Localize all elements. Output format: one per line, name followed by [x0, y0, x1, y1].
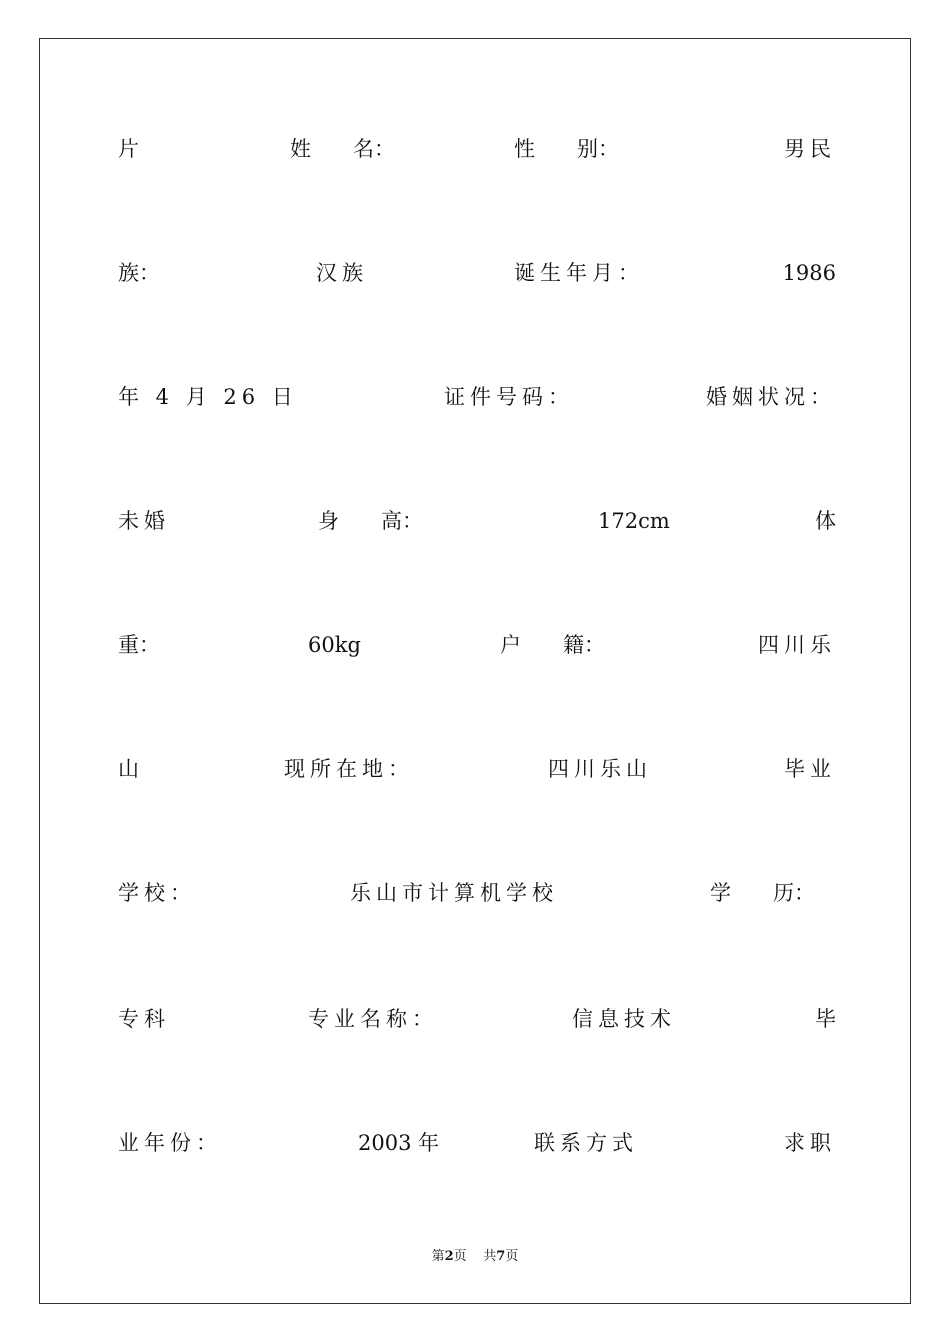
total-pages: 7 [496, 1249, 506, 1264]
birth-date-value: 年 4 月 26 日 [118, 385, 298, 409]
current-location-label: 现所在地： [284, 757, 414, 781]
weight-label-fragment: 体 [815, 509, 836, 533]
household-register-tail: 山 [118, 757, 139, 781]
form-line-5 [118, 630, 836, 660]
household-register-label: 户 籍： [500, 633, 605, 657]
gender-label: 性 别： [514, 137, 619, 161]
marital-status-value: 未婚 [118, 509, 170, 533]
graduation-year-label-fragment: 毕 [815, 1007, 836, 1031]
marital-status-label: 婚姻状况： [706, 385, 836, 409]
gender-value: 男民 [784, 137, 836, 161]
form-line-6 [118, 754, 836, 784]
form-line-3 [118, 382, 836, 412]
form-line-4 [118, 506, 836, 536]
page-suffix: 页 [453, 1249, 467, 1264]
education-label: 学 历： [710, 881, 815, 905]
major-value: 信息技术 [572, 1007, 676, 1031]
height-label: 身 高： [318, 509, 423, 533]
ethnicity-value: 汉族 [316, 261, 368, 285]
school-value: 乐山市计算机学校 [350, 881, 558, 905]
name-label: 姓 名： [290, 137, 395, 161]
form-line-9 [118, 1128, 836, 1158]
ethnicity-label-fragment: 族： [118, 261, 160, 285]
education-value: 专科 [118, 1007, 170, 1031]
major-label: 专业名称： [308, 1007, 438, 1031]
form-line-8 [118, 1004, 836, 1034]
page-prefix: 第 [431, 1249, 445, 1264]
birth-date-label: 诞生年月： [514, 261, 644, 285]
graduation-year-value: 2003 年 [358, 1131, 440, 1155]
graduation-school-label-fragment: 毕业 [784, 757, 836, 781]
weight-value: 60kg [308, 633, 361, 657]
job-intention-label-fragment: 求职 [784, 1131, 836, 1155]
total-prefix: 共 [483, 1249, 497, 1264]
school-label-tail: 学校： [118, 881, 196, 905]
total-suffix: 页 [505, 1249, 519, 1264]
form-line-7 [118, 878, 836, 908]
photo-label-fragment: 片 [118, 137, 139, 161]
contact-label: 联系方式 [534, 1131, 638, 1155]
birth-year-value: 1986 [782, 261, 836, 285]
household-register-value: 四川乐 [758, 633, 836, 657]
graduation-year-label-tail: 业年份： [118, 1131, 222, 1155]
weight-label-tail: 重： [118, 633, 160, 657]
current-location-value: 四川乐山 [548, 757, 652, 781]
height-value: 172cm [598, 509, 670, 533]
id-number-label: 证件号码： [444, 385, 574, 409]
page-footer [0, 1248, 950, 1266]
page-frame [39, 38, 911, 1304]
form-line-2 [118, 258, 836, 288]
page-number: 2 [444, 1249, 454, 1264]
form-line-1 [118, 134, 836, 164]
